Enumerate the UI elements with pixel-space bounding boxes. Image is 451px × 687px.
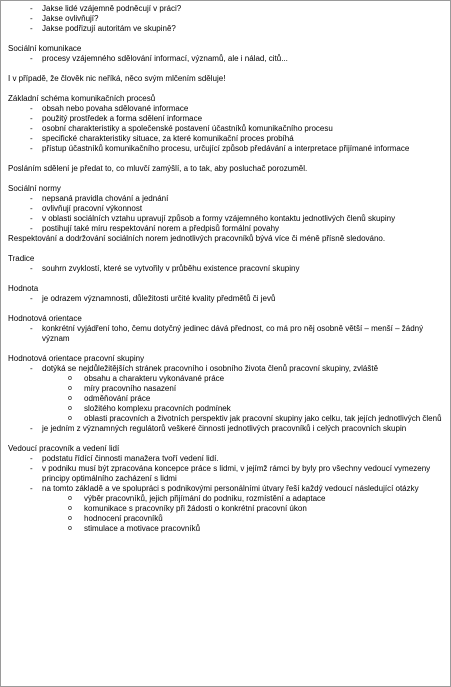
sub-bullet-item <box>8 404 444 414</box>
bullet-text: dotýká se nejdůležitějších stránek pracovního i osobního života členů pracovní skupiny, zvláště <box>42 364 379 373</box>
dash-bullet: - <box>30 24 33 33</box>
sub-bullet-text: obsahu a charakteru vykonávané práce <box>84 374 225 383</box>
dash-bullet: - <box>30 224 33 233</box>
dash-bullet: - <box>30 324 33 333</box>
bullet-item <box>8 4 444 14</box>
bullet-item <box>8 114 444 124</box>
bullet-item <box>8 294 444 304</box>
section-heading: Tradice <box>8 254 35 263</box>
circle-bullet: o <box>68 395 72 402</box>
bullet-item <box>8 14 444 24</box>
dash-bullet: - <box>30 14 33 23</box>
sub-bullet-text: oblasti pracovních a životních perspektiv jak pracovní skupiny jako celku, tak jejích jednotlivých členů <box>84 414 442 423</box>
bullet-item <box>8 144 444 154</box>
bullet-item <box>8 194 444 204</box>
bullet-text: v podniku musí být zpracována koncepce práce s lidmi, v jejímž rámci by byly pro všechny vedoucí vymezeny principy optimálního zacházení s lidmi <box>42 464 431 483</box>
circle-bullet: o <box>68 525 72 532</box>
bullet-item <box>8 324 444 344</box>
paragraph: I v případě, že člověk nic neříká, něco svým mlčením sděluje! <box>8 74 226 83</box>
dash-bullet: - <box>30 454 33 463</box>
dash-bullet: - <box>30 464 33 473</box>
section-heading: Základní schéma komunikačních procesů <box>8 94 156 103</box>
section <box>8 4 444 34</box>
sub-bullet-text: odměňování práce <box>84 394 151 403</box>
bullet-text: v oblasti sociálních vztahu upravují způsob a formy vzájemného kontaktu jednotlivých členů skupiny <box>42 214 396 223</box>
bullet-text: souhrn zvyklostí, které se vytvořily v průběhu existence pracovní skupiny <box>42 264 300 273</box>
bullet-item <box>8 134 444 144</box>
dash-bullet: - <box>30 424 33 433</box>
sub-bullet-item <box>8 504 444 514</box>
sub-bullet-item <box>8 514 444 524</box>
dash-bullet: - <box>30 54 33 63</box>
circle-bullet: o <box>68 405 72 412</box>
dash-bullet: - <box>30 104 33 113</box>
section <box>8 154 444 174</box>
section <box>8 274 444 304</box>
section <box>8 84 444 154</box>
sub-bullet-item <box>8 374 444 384</box>
bullet-item <box>8 24 444 34</box>
dash-bullet: - <box>30 114 33 123</box>
dash-bullet: - <box>30 134 33 143</box>
bullet-text: postihují také míru respektování norem a předpisů formální povahy <box>42 224 280 233</box>
section <box>8 304 444 344</box>
bullet-text: osobní charakteristiky a společenské postavení účastníků komunikačního procesu <box>42 124 333 133</box>
section <box>8 64 444 84</box>
bullet-text: Jakse podřizují autoritám ve skupině? <box>42 24 176 33</box>
bullet-text: specifické charakteristiky situace, za které komunikační proces probíhá <box>42 134 294 143</box>
bullet-item <box>8 264 444 274</box>
sub-bullet-text: stimulace a motivace pracovníků <box>84 524 201 533</box>
bullet-text: je odrazem významnosti, důležitosti určité kvality předmětů či jevů <box>42 294 276 303</box>
circle-bullet: o <box>68 515 72 522</box>
circle-bullet: o <box>68 375 72 382</box>
bullet-text: je jedním z významných regulátorů veškeré činnosti jednotlivých pracovníků i celých pracovních skupin <box>42 424 407 433</box>
bullet-item <box>8 214 444 224</box>
bullet-item <box>8 364 444 374</box>
bullet-item <box>8 424 444 434</box>
circle-bullet: o <box>68 385 72 392</box>
bullet-text: Jakse lidé vzájemně podněcují v práci? <box>42 4 182 13</box>
circle-bullet: o <box>68 505 72 512</box>
bullet-item <box>8 454 444 464</box>
sub-bullet-item <box>8 394 444 404</box>
circle-bullet: o <box>68 415 72 422</box>
bullet-text: podstatu řídící činnosti manažera tvoří vedení lidí. <box>42 454 219 463</box>
bullet-text: přístup účastníků komunikačního procesu, určující způsob předávání a interpretace přijímané informace <box>42 144 410 153</box>
dash-bullet: - <box>30 194 33 203</box>
circle-bullet: o <box>68 495 72 502</box>
section <box>8 344 444 434</box>
section-heading: Sociální komunikace <box>8 44 82 53</box>
section-heading: Vedoucí pracovník a vedení lidí <box>8 444 120 453</box>
section-heading: Hodnotová orientace <box>8 314 82 323</box>
bullet-text: použitý prostředek a forma sdělení informace <box>42 114 203 123</box>
bullet-text: procesy vzájemného sdělování informací, významů, ale i nálad, citů... <box>42 54 288 63</box>
dash-bullet: - <box>30 144 33 153</box>
section-heading: Sociální normy <box>8 184 61 193</box>
sub-bullet-item <box>8 494 444 504</box>
bullet-item <box>8 124 444 134</box>
dash-bullet: - <box>30 4 33 13</box>
bullet-item <box>8 464 444 484</box>
bullet-item <box>8 204 444 214</box>
paragraph: Posláním sdělení je předat to, co mluvčí zamýšlí, a to tak, aby posluchač porozuměl. <box>8 164 308 173</box>
section <box>8 244 444 274</box>
section <box>8 174 444 244</box>
section-heading: Hodnota <box>8 284 39 293</box>
bullet-item <box>8 224 444 234</box>
sub-bullet-text: složitého komplexu pracovních podmínek <box>84 404 231 413</box>
sub-bullet-text: komunikace s pracovníky při žádosti o konkrétní pracovní úkon <box>84 504 307 513</box>
sub-bullet-text: výběr pracovníků, jejich přijímání do podniku, rozmístění a adaptace <box>84 494 326 503</box>
bullet-item <box>8 484 444 494</box>
sub-bullet-item <box>8 384 444 394</box>
sub-bullet-text: míry pracovního nasazení <box>84 384 177 393</box>
sub-bullet-item <box>8 414 444 424</box>
section-heading: Hodnotová orientace pracovní skupiny <box>8 354 145 363</box>
paragraph: Respektování a dodržování sociálních norem jednotlivých pracovníků bývá více či méně přísně sledováno. <box>8 234 386 243</box>
dash-bullet: - <box>30 484 33 493</box>
bullet-item <box>8 54 444 64</box>
bullet-text: ovlivňují pracovní výkonnost <box>42 204 143 213</box>
bullet-text: na tomto základě a ve spolupráci s podnikovými personálními útvary řeší každý vedoucí následující otázky <box>42 484 419 493</box>
sub-bullet-text: hodnocení pracovníků <box>84 514 163 523</box>
dash-bullet: - <box>30 124 33 133</box>
dash-bullet: - <box>30 264 33 273</box>
bullet-text: obsah nebo povaha sdělované informace <box>42 104 189 113</box>
section <box>8 34 444 64</box>
dash-bullet: - <box>30 204 33 213</box>
section <box>8 434 444 534</box>
dash-bullet: - <box>30 364 33 373</box>
bullet-text: Jakse ovlivňují? <box>42 14 99 23</box>
bullet-text: nepsaná pravidla chování a jednání <box>42 194 169 203</box>
dash-bullet: - <box>30 294 33 303</box>
dash-bullet: - <box>30 214 33 223</box>
bullet-text: konkrétní vyjádření toho, čemu dotyčný jedinec dává přednost, co má pro něj osobně větší – menší – žádný význam <box>42 324 424 343</box>
bullet-item <box>8 104 444 114</box>
sub-bullet-item <box>8 524 444 534</box>
